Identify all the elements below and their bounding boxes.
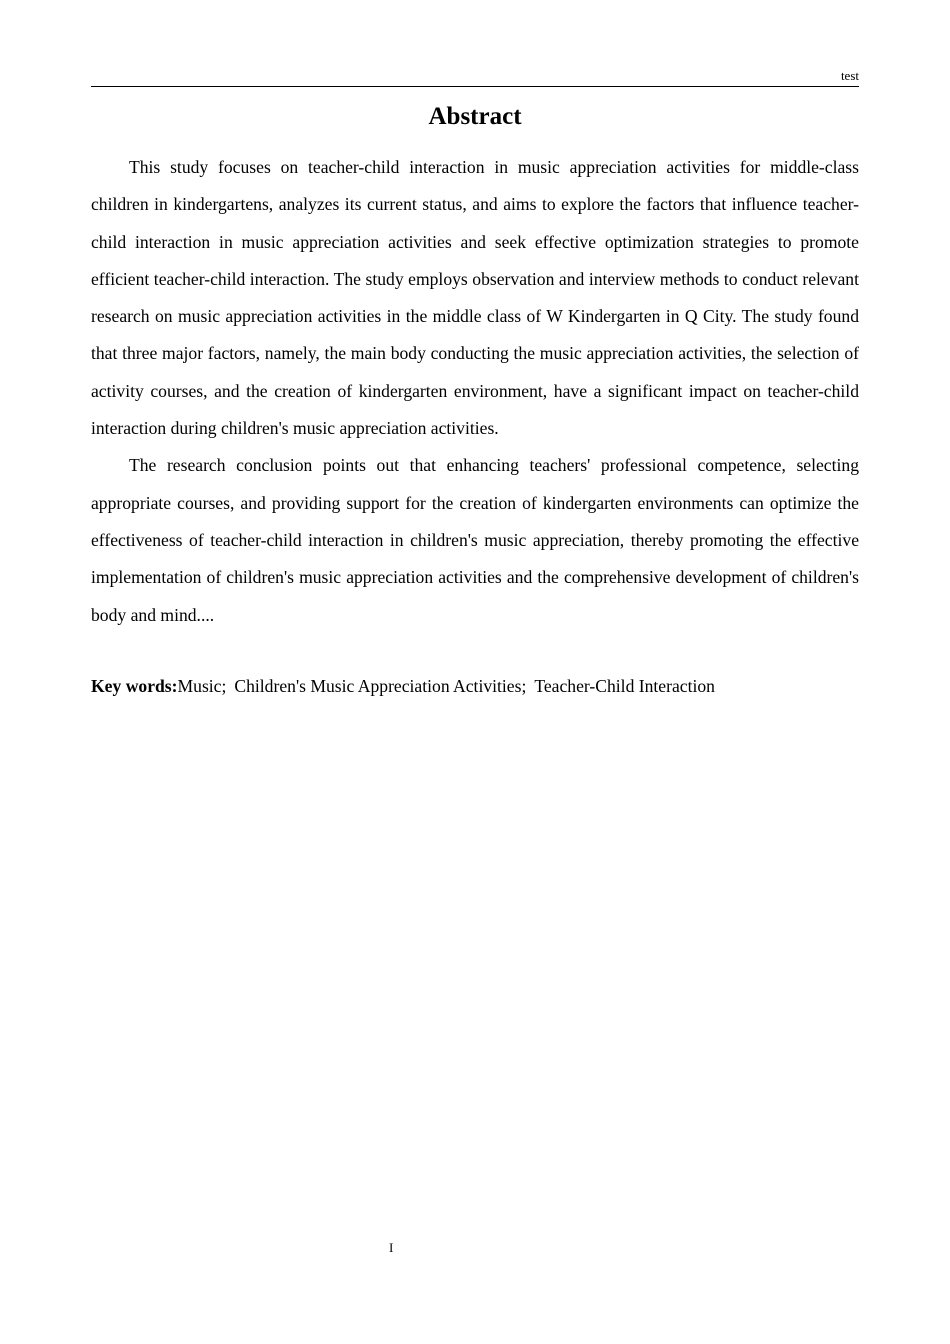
keyword-item: Children's Music Appreciation Activities; [234, 676, 527, 696]
keyword-item: Music; [177, 676, 227, 696]
page-number: I [389, 1240, 394, 1255]
keywords-line [91, 668, 859, 705]
abstract-paragraph-2: The research conclusion points out that enhancing teachers' professional competence, selecting appropriate courses, and providing support for the creation of kindergarten environments can optimize the effectiveness of teacher-child interaction in children's music appreciation, thereby promoting the effective implementation of children's music appreciation activities and the comprehensive development of children's body and mind.... [91, 455, 859, 625]
abstract-title: Abstract [428, 103, 522, 130]
abstract-paragraph-1: This study focuses on teacher-child interaction in music appreciation activities for middle-class children in kindergartens, analyzes its current status, and aims to explore the factors that influence teacher-child interaction in music appreciation activities and seek effective optimization strategies to promote efficient teacher-child interaction. The study employs observation and interview methods to conduct relevant research on music appreciation activities in the middle class of W Kindergarten in Q City. The study found that three major factors, namely, the main body conducting the music appreciation activities, the selection of activity courses, and the creation of kindergarten environment, have a significant impact on teacher-child interaction during children's music appreciation activities. [91, 157, 859, 439]
keyword-item: Teacher-Child Interaction [534, 676, 715, 696]
running-header: test [840, 68, 859, 83]
header-divider [91, 86, 859, 87]
abstract-body [91, 149, 859, 634]
keywords-label: Key words: [91, 676, 178, 696]
